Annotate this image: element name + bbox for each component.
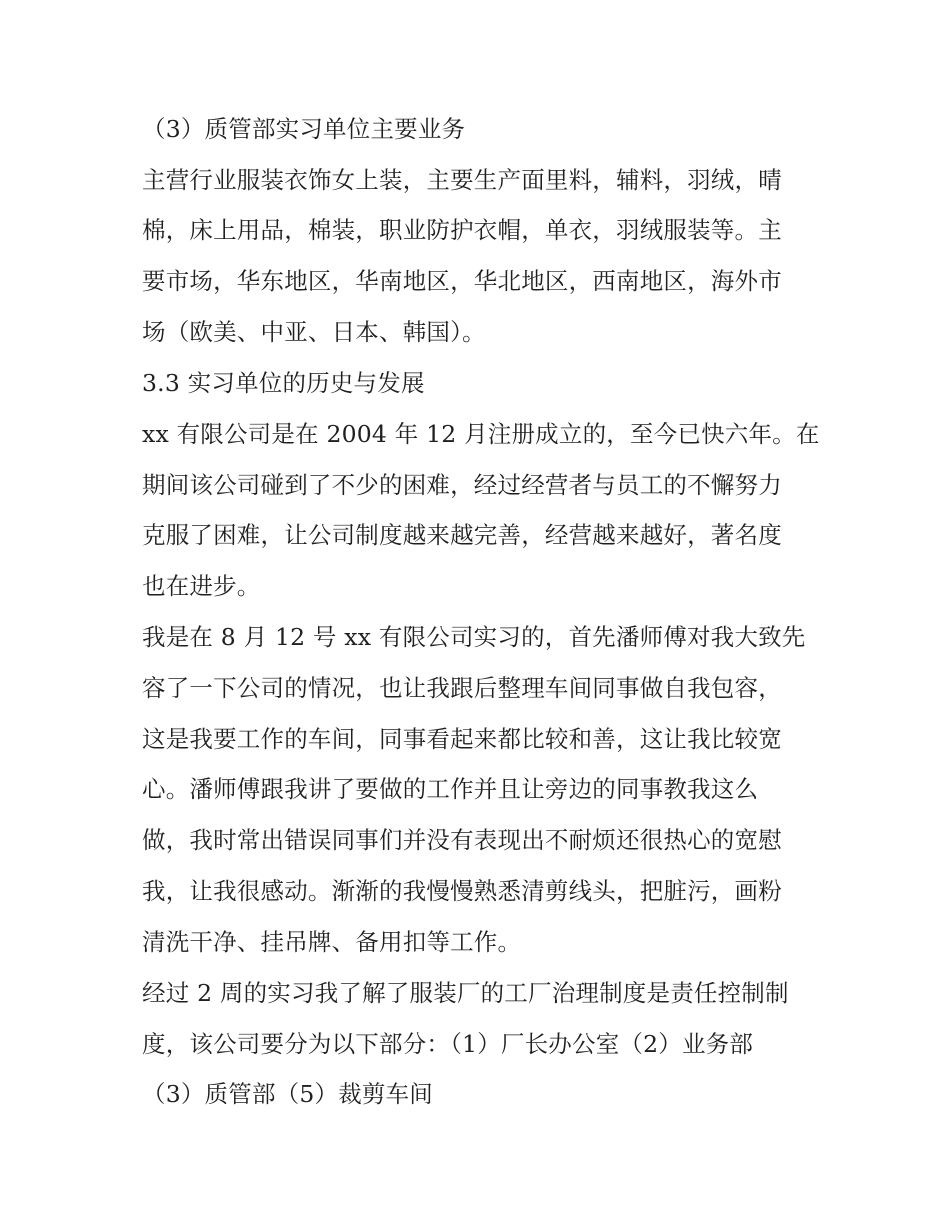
paragraph-line: 我是在 8 月 12 号 xx 有限公司实习的，首先潘师傅对我大致先 xyxy=(142,623,806,651)
paragraph-line: 要市场，华东地区，华南地区，华北地区，西南地区，海外市 xyxy=(142,267,782,295)
paragraph-line: 容了一下公司的情况，也让我跟后整理车间同事做自我包容， xyxy=(142,674,782,702)
paragraph-line: 场（欧美、中亚、日本、韩国）。 xyxy=(142,318,486,346)
paragraph-line: 度，该公司要分为以下部分：（1）厂长办公室（2）业务部 xyxy=(142,1030,754,1058)
paragraph-line: 清洗干净、挂吊牌、备用扣等工作。 xyxy=(142,928,522,956)
paragraph-line: 主营行业服装衣饰女上装，主要生产面里料，辅料，羽绒，晴 xyxy=(142,166,782,194)
section-heading-history: 3.3 实习单位的历史与发展 xyxy=(142,369,425,397)
paragraph-line: 这是我要工作的车间，同事看起来都比较和善，这让我比较宽 xyxy=(142,725,782,753)
paragraph-line: 克服了困难，让公司制度越来越完善，经营越来越好，著名度 xyxy=(142,521,782,549)
paragraph-line: 经过 2 周的实习我了解了服装厂的工厂治理制度是责任控制制 xyxy=(142,979,789,1007)
paragraph-line: 棉，床上用品，棉装，职业防护衣帽，单衣，羽绒服装等。主 xyxy=(142,216,782,244)
paragraph-line: 也在进步。 xyxy=(142,572,261,600)
paragraph-line: 心。潘师傅跟我讲了要做的工作并且让旁边的同事教我这么 xyxy=(142,775,759,803)
paragraph-line: 期间该公司碰到了不少的困难，经过经营者与员工的不懈努力 xyxy=(142,471,782,499)
paragraph-line: 做，我时常出错误同事们并没有表现出不耐烦还很热心的宽慰 xyxy=(142,826,782,854)
paragraph-line: 我，让我很感动。渐渐的我慢慢熟悉清剪线头，把脏污，画粉 xyxy=(142,877,782,905)
paragraph-line: xx 有限公司是在 2004 年 12 月注册成立的，至今已快六年。在 xyxy=(142,420,820,448)
section-heading-quality-dept: （3）质管部实习单位主要业务 xyxy=(142,115,466,143)
paragraph-line: （3）质管部（5）裁剪车间 xyxy=(142,1080,434,1108)
